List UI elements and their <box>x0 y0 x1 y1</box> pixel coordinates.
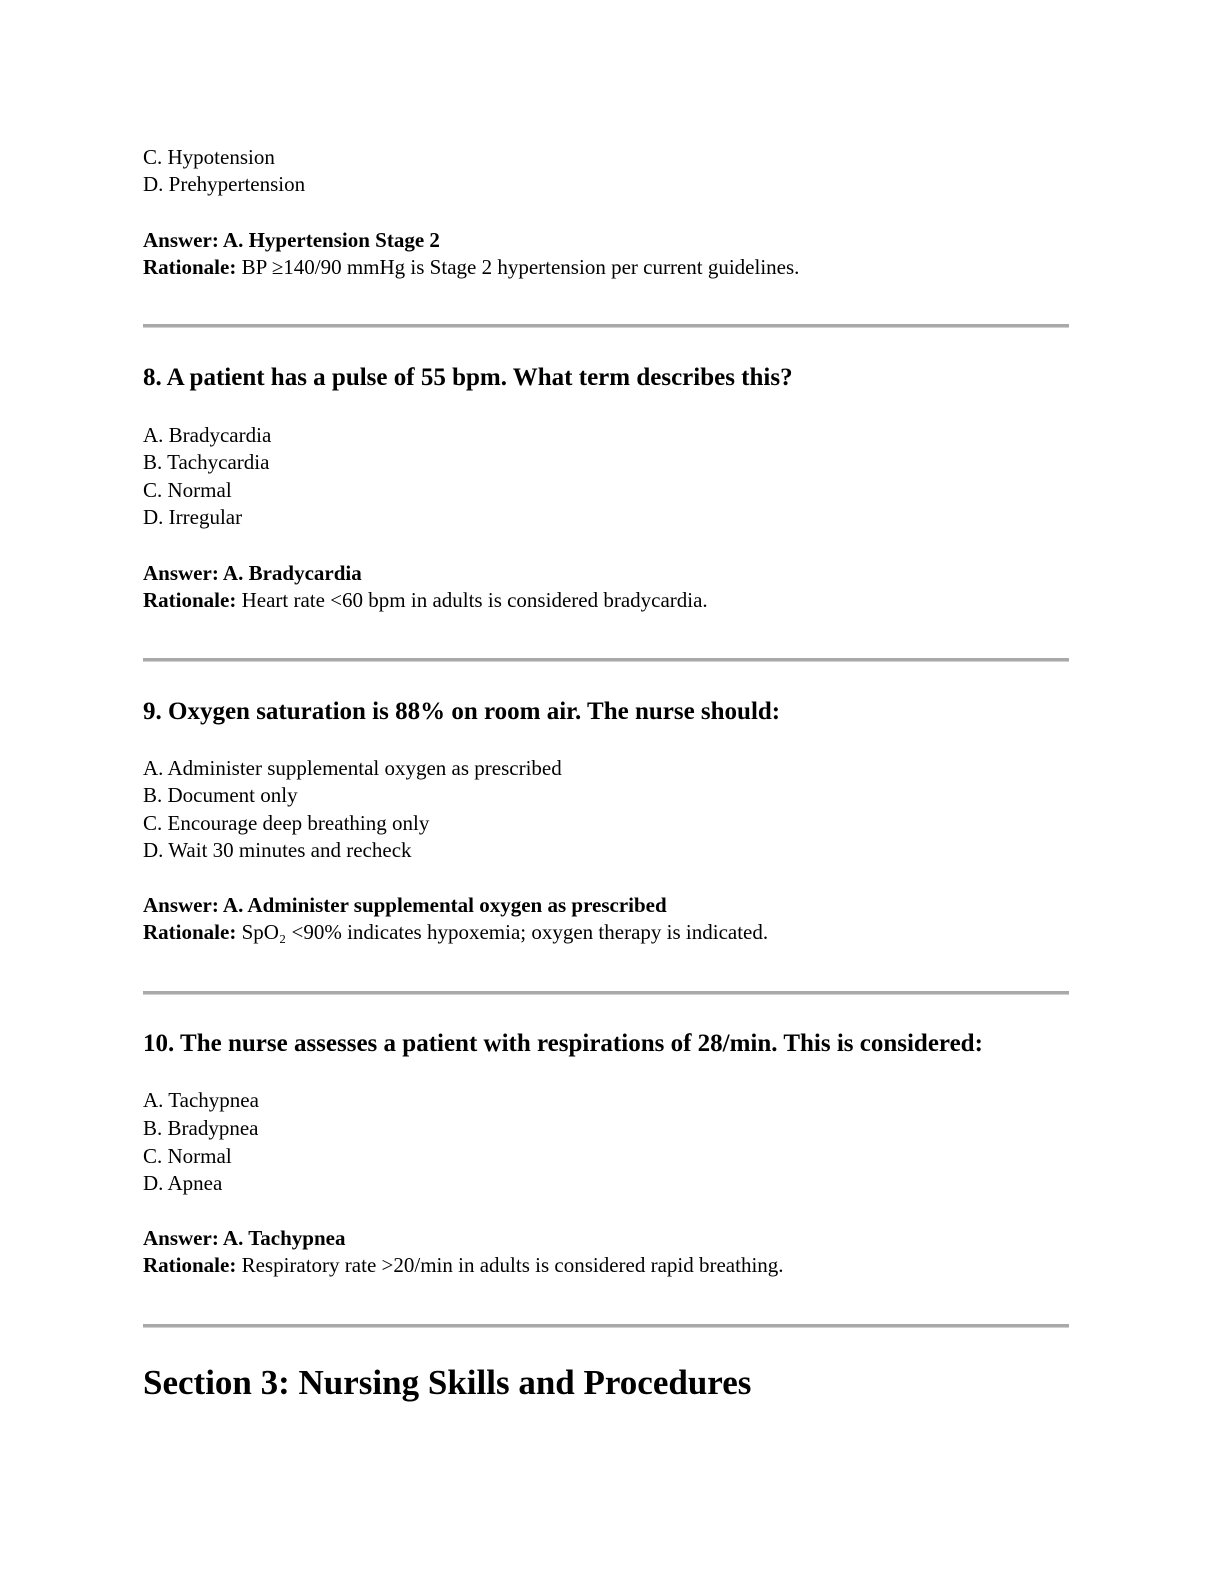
q9-rationale-text: SpO₂ <90% indicates hypoxemia; oxygen therapy is indicated. <box>236 920 769 944</box>
q7-option-c: C. Hypotension <box>143 145 275 169</box>
q9-answer: Answer: A. Administer supplemental oxygen as prescribed <box>143 893 667 917</box>
q10-option-d: D. Apnea <box>143 1171 223 1195</box>
q9-option-c: C. Encourage deep breathing only <box>143 811 430 835</box>
q8-option-d: D. Irregular <box>143 505 243 529</box>
q10-question: 10. The nurse assesses a patient with respirations of 28/min. This is considered: <box>143 1030 983 1057</box>
divider <box>143 658 1069 662</box>
q10-rationale <box>143 1252 784 1278</box>
q8-rationale-text: Heart rate <60 bpm in adults is considered bradycardia. <box>236 588 708 612</box>
q10-option-a: A. Tachypnea <box>143 1088 259 1112</box>
q9-question: 9. Oxygen saturation is 88% on room air. The nurse should: <box>143 698 781 725</box>
q8-question: 8. A patient has a pulse of 55 bpm. What term describes this? <box>143 364 793 391</box>
q8-option-c: C. Normal <box>143 478 232 502</box>
divider <box>143 991 1069 995</box>
q10-option-b: B. Bradypnea <box>143 1116 259 1140</box>
q10-option-c: C. Normal <box>143 1144 232 1168</box>
q10-rationale-text: Respiratory rate >20/min in adults is considered rapid breathing. <box>236 1253 784 1277</box>
q9-rationale <box>143 919 768 945</box>
q9-option-d: D. Wait 30 minutes and recheck <box>143 838 412 862</box>
q8-option-b: B. Tachycardia <box>143 450 270 474</box>
q7-rationale-text: BP ≥140/90 mmHg is Stage 2 hypertension per current guidelines. <box>236 255 800 279</box>
q7-option-d: D. Prehypertension <box>143 172 306 196</box>
q9-rationale-label: Rationale: <box>143 920 237 944</box>
divider <box>143 1324 1069 1328</box>
q9-option-b: B. Document only <box>143 783 298 807</box>
section-heading: Section 3: Nursing Skills and Procedures <box>143 1363 752 1402</box>
q8-option-a: A. Bradycardia <box>143 423 272 447</box>
q8-rationale <box>143 587 708 613</box>
q7-rationale <box>143 254 799 280</box>
q9-option-a: A. Administer supplemental oxygen as prescribed <box>143 756 562 780</box>
q8-answer: Answer: A. Bradycardia <box>143 561 362 585</box>
q10-rationale-label: Rationale: <box>143 1253 237 1277</box>
q7-answer: Answer: A. Hypertension Stage 2 <box>143 228 440 252</box>
q10-answer: Answer: A. Tachypnea <box>143 1226 346 1250</box>
q7-rationale-label: Rationale: <box>143 255 237 279</box>
divider <box>143 324 1069 328</box>
q8-rationale-label: Rationale: <box>143 588 237 612</box>
